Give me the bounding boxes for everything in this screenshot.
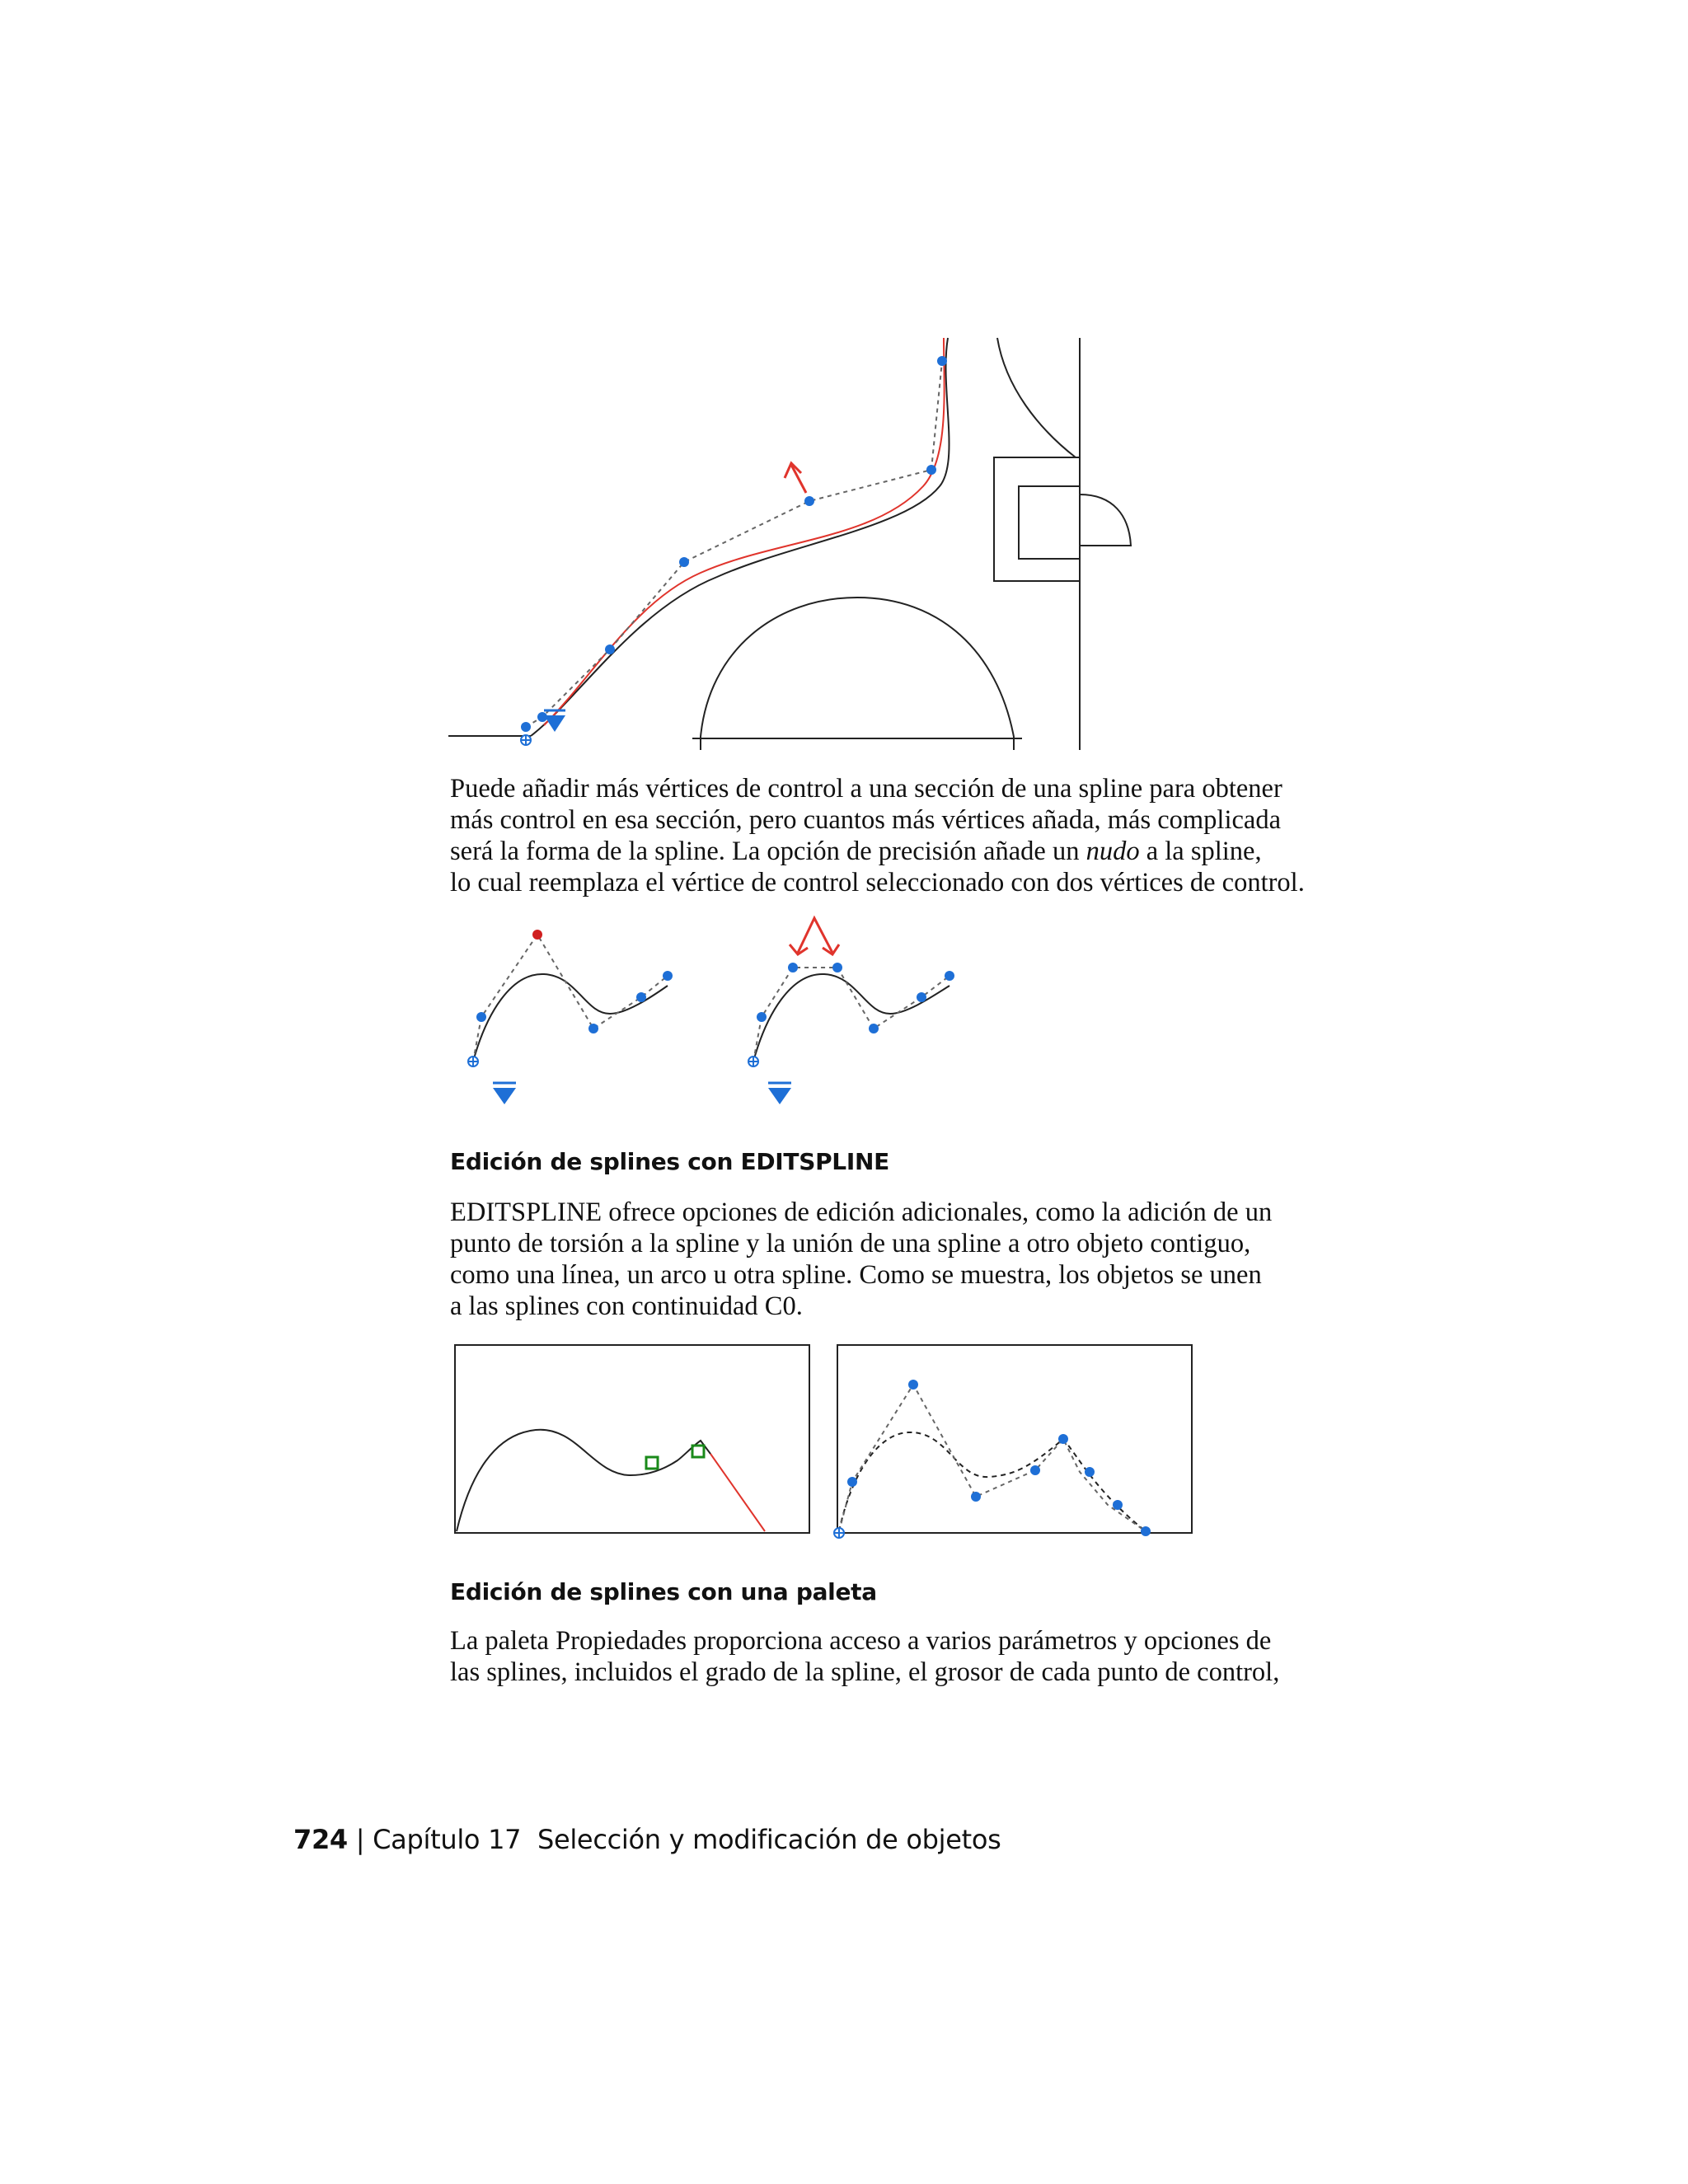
figure-editspline-join [453, 1343, 1195, 1541]
control-vertex-grip [908, 1380, 918, 1390]
control-vertex-grip [1085, 1467, 1095, 1477]
green-grip [646, 1457, 658, 1469]
paragraph-line: las splines, incluidos el grado de la spline, el grosor de cada punto de control, [450, 1657, 1280, 1687]
page-number: 724 [293, 1824, 348, 1855]
footer-chapter-title: Selección y modificación de objetos [537, 1824, 1001, 1855]
triangle-menu-grip [493, 1088, 516, 1104]
control-vertex-grip [588, 1024, 598, 1033]
control-vertex-grip [1030, 1465, 1040, 1475]
red-split-arrows-icon [790, 918, 839, 954]
control-vertex-grip [788, 963, 798, 972]
red-arrow-icon [785, 463, 806, 493]
triangle-menu-grip [768, 1088, 791, 1104]
control-vertex-grip [937, 356, 947, 366]
control-vertex-grip [1141, 1526, 1151, 1536]
page-footer [293, 1823, 1001, 1856]
section-heading-palette: Edición de splines con una paleta [450, 1578, 877, 1605]
paragraph-line: EDITSPLINE ofrece opciones de edición adicionales, como la adición de un [450, 1197, 1273, 1227]
footer-chapter: Capítulo 17 [373, 1824, 522, 1855]
figure-spline-vertex-add [445, 338, 1154, 750]
footer-separator: | [347, 1824, 373, 1855]
control-vertex-grip [1113, 1500, 1123, 1510]
control-vertex-grip [1058, 1434, 1068, 1444]
control-vertex-grip [521, 722, 531, 732]
control-vertex-grip [757, 1012, 767, 1022]
paragraph-line: lo cual reemplaza el vértice de control seleccionado con dos vértices de control. [450, 868, 1305, 898]
control-vertex-grip [804, 496, 814, 506]
figure-knot-before-after [462, 915, 973, 1113]
control-vertex-grip [971, 1492, 981, 1502]
green-grip [692, 1446, 704, 1457]
paragraph-line: punto de torsión a la spline y la unión de una spline a otro objeto contiguo, [450, 1229, 1251, 1258]
italic-term: nudo [1085, 837, 1140, 866]
paragraph-line: será la forma de la spline. La opción de precisión añade un nudo a la spline, [450, 837, 1262, 866]
control-vertex-grip [636, 992, 646, 1002]
paragraph-line: como una línea, un arco u otra spline. Como se muestra, los objetos se unen [450, 1260, 1262, 1290]
control-vertex-grip [605, 644, 615, 654]
control-vertex-grip [832, 963, 842, 972]
control-vertex-grip [847, 1477, 857, 1487]
control-vertex-grip [476, 1012, 486, 1022]
paragraph-line: La paleta Propiedades proporciona acceso a varios parámetros y opciones de [450, 1626, 1272, 1656]
paragraph-knot-precision [450, 773, 1305, 898]
control-vertex-grip [945, 971, 954, 981]
paragraph-line: Puede añadir más vértices de control a una sección de una spline para obtener [450, 774, 1282, 804]
control-vertex-grip [926, 465, 936, 475]
control-vertex-grip [869, 1024, 879, 1033]
section-heading-editspline: Edición de splines con EDITSPLINE [450, 1148, 889, 1175]
control-vertex-grip [679, 557, 689, 567]
paragraph-palette [450, 1625, 1279, 1688]
paragraph-line: a las splines con continuidad C0. [450, 1291, 803, 1321]
selected-vertex-grip [532, 930, 542, 940]
control-vertex-grip [917, 992, 926, 1002]
triangle-menu-grip [544, 715, 565, 732]
control-vertex-grip [663, 971, 673, 981]
paragraph-editspline [450, 1197, 1272, 1322]
paragraph-line: más control en esa sección, pero cuantos más vértices añada, más complicada [450, 805, 1282, 835]
